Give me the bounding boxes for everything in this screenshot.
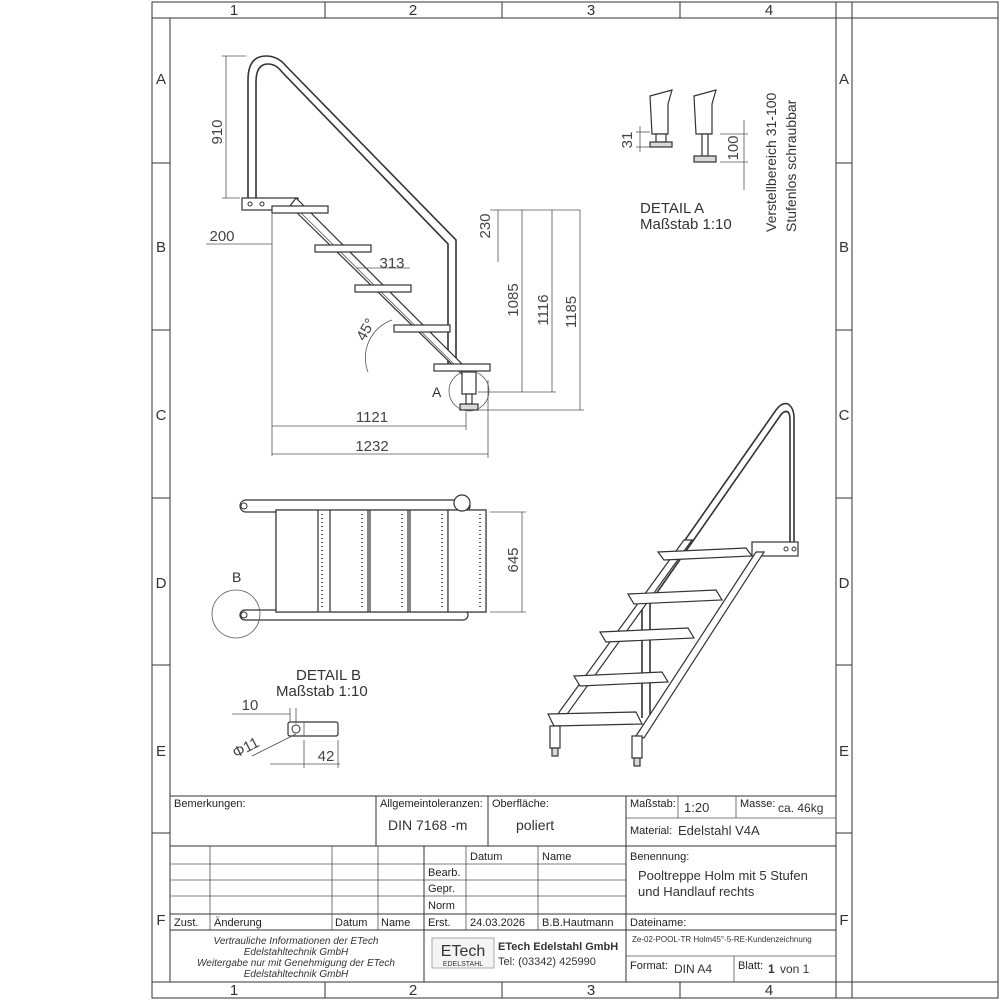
format-value: DIN A4: [674, 962, 713, 976]
row-label-f: F: [156, 912, 166, 929]
row-label-b-right: B: [838, 239, 850, 256]
logo-text: ETech: [440, 943, 486, 960]
dim-length-1: 1121: [355, 409, 389, 426]
row-label-f-right: F: [839, 912, 849, 929]
designation-line-1: Pooltreppe Holm mit 5 Stufen: [638, 868, 808, 883]
surface-value: poliert: [516, 817, 555, 833]
column-label-3: 3: [586, 2, 596, 19]
confidential-line-1: Vertrauliche Informationen der ETech: [213, 936, 379, 947]
isometric-view: [548, 404, 798, 766]
designation-line-2: und Handlauf rechts: [638, 884, 755, 899]
scale-value: 1:20: [684, 800, 710, 815]
logo-sub: EDELSTAHL: [442, 961, 484, 968]
top-view: [212, 495, 526, 638]
row-label-b: B: [155, 239, 167, 256]
dim-angle: 45°: [353, 315, 380, 344]
dim-height-3: 1185: [563, 295, 580, 329]
col-aenderung: Änderung: [214, 917, 262, 929]
col-name: Name: [381, 917, 411, 929]
row-bearb: Bearb.: [428, 867, 461, 879]
side-view: [242, 56, 490, 411]
column-label-2-bottom: 2: [408, 982, 418, 999]
material-label: Material:: [630, 825, 673, 837]
col-zust: Zust.: [174, 917, 199, 929]
name-header: Name: [542, 851, 572, 863]
row-label-c-right: C: [838, 407, 850, 424]
column-label-1: 1: [229, 2, 239, 19]
tolerances-label: Allgemeintoleranzen:: [380, 798, 483, 810]
column-label-1-bottom: 1: [229, 982, 239, 999]
tolerances-value: DIN 7168 -m: [388, 817, 468, 833]
dim-length-2: 1232: [355, 438, 389, 455]
sheet-label: Blatt:: [738, 960, 764, 972]
detail-b-title: DETAIL B: [296, 667, 362, 684]
confidential-line-3: Weitergabe nur mit Genehmigung der ETech: [197, 958, 395, 969]
detail-a-title: DETAIL A: [640, 200, 705, 217]
date-header: Datum: [470, 851, 503, 863]
dim-height-2: 1116: [535, 294, 552, 326]
material-value: Edelstahl V4A: [678, 823, 760, 838]
detail-b-scale: Maßstab 1:10: [276, 683, 368, 700]
row-label-a-right: A: [838, 71, 850, 88]
row-label-d-right: D: [838, 575, 850, 592]
adjust-stepless-note: Stufenlos schraubbar: [783, 99, 799, 232]
column-label-3-bottom: 3: [586, 982, 596, 999]
dim-pin-offset: 10: [241, 697, 259, 714]
row-label-c: C: [155, 407, 167, 424]
confidential-line-2: Edelstahltechnik GmbH: [243, 947, 349, 958]
dim-platform-depth: 200: [209, 228, 235, 245]
company-logo: [432, 938, 494, 968]
company-phone: Tel: (03342) 425990: [498, 956, 596, 968]
column-label-4-bottom: 4: [764, 982, 774, 999]
dim-height-1: 1085: [505, 283, 522, 317]
created-name: B.B.Hautmann: [542, 917, 614, 929]
column-label-2: 2: [408, 2, 418, 19]
adjust-range-note: Verstellbereich 31-100: [763, 92, 779, 232]
col-datum: Datum: [335, 917, 368, 929]
remarks-label: Bemerkungen:: [174, 798, 246, 810]
row-norm: Norm: [428, 900, 455, 912]
mass-label: Masse:: [740, 798, 776, 810]
dim-step-depth: 313: [379, 255, 405, 272]
dim-pin-length: 42: [317, 748, 335, 765]
dim-foot-max: 100: [725, 135, 742, 161]
dim-width: 645: [505, 547, 522, 573]
filename-value: Ze-02-POOL-TR Holm45°-5-RE-Kundenzeichnung: [632, 935, 812, 944]
dim-step-rise: 230: [477, 213, 494, 239]
scale-label: Maßstab:: [630, 798, 676, 810]
filename-label: Dateiname:: [630, 917, 687, 929]
sheet-of: von 1: [780, 962, 810, 976]
row-label-e: E: [155, 743, 167, 760]
row-label-a: A: [155, 71, 167, 88]
dim-foot-min: 31: [619, 131, 636, 149]
row-label-e-right: E: [838, 743, 850, 760]
detail-b-marker: B: [232, 569, 242, 585]
created-date: 24.03.2026: [470, 917, 526, 929]
row-label-d: D: [155, 575, 167, 592]
row-erst: Erst.: [428, 917, 451, 929]
confidential-line-4: Edelstahltechnik GmbH: [243, 969, 349, 980]
mass-value: ca. 46kg: [778, 801, 824, 815]
column-label-4: 4: [764, 2, 774, 19]
row-gepr: Gepr.: [428, 883, 455, 895]
detail-a-marker: A: [432, 384, 442, 400]
dim-handrail-height: 910: [209, 119, 226, 145]
designation-label: Benennung:: [630, 851, 690, 863]
company-name: ETech Edelstahl GmbH: [498, 941, 619, 953]
dim-pin-diameter: Φ11: [229, 734, 263, 762]
sheet-number: 1: [768, 962, 775, 976]
detail-a-scale: Maßstab 1:10: [640, 216, 732, 233]
format-label: Format:: [630, 960, 668, 972]
surface-label: Oberfläche:: [492, 798, 549, 810]
